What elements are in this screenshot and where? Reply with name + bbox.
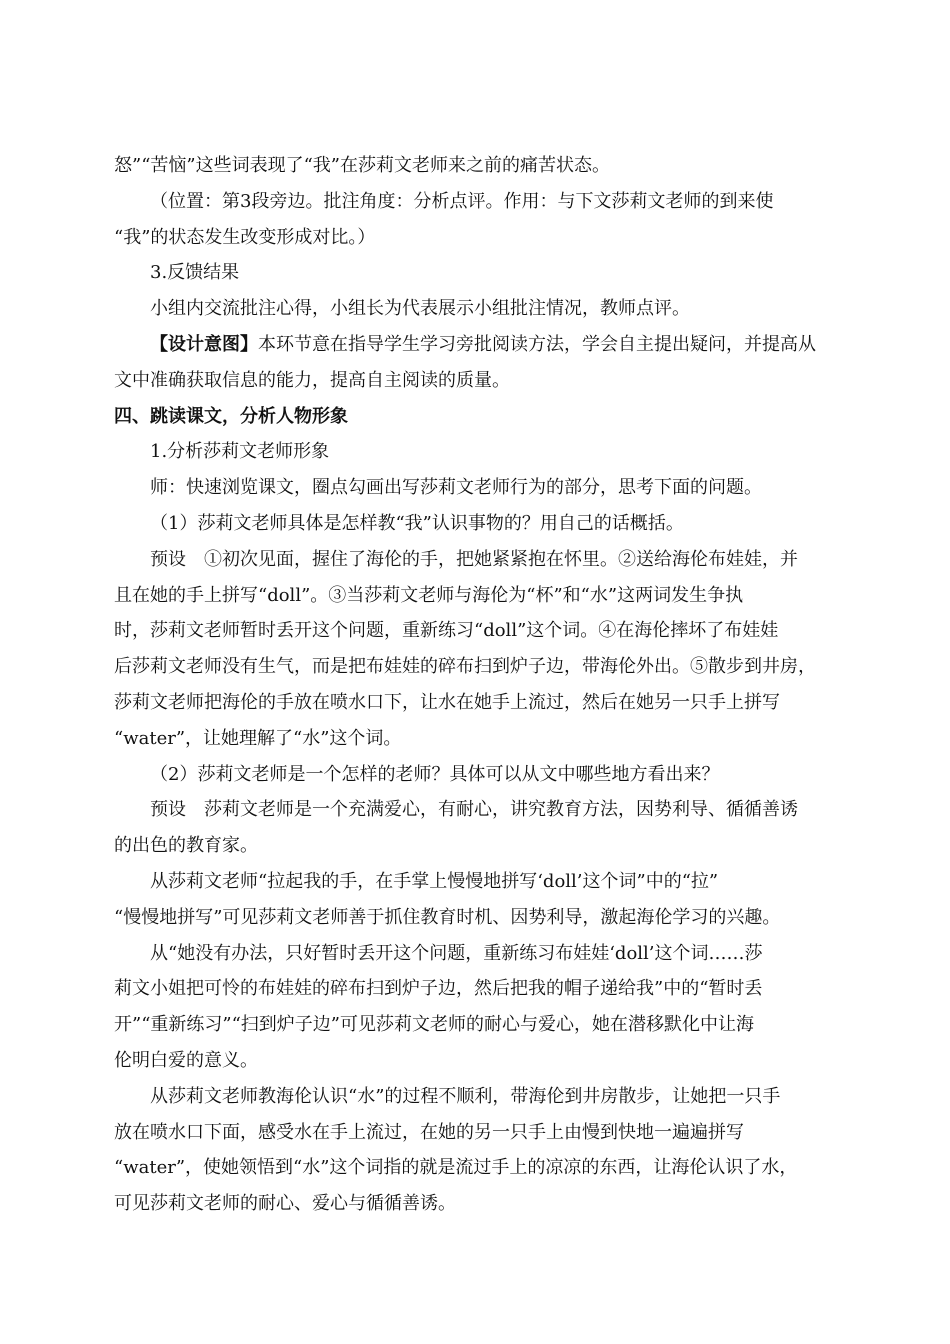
text-line: 从莎莉文老师教海伦认识“水”的过程不顺利，带海伦到井房散步，让她把一只手 — [150, 1085, 781, 1107]
step-heading: 1.分析莎莉文老师形象 — [150, 441, 330, 463]
text-line: 从莎莉文老师“拉起我的手，在手掌上慢慢地拼写‘doll’这个词”中的“拉” — [150, 870, 719, 892]
text-line: 可见莎莉文老师的耐心、爱心与循循善诱。 — [114, 1193, 456, 1215]
step-heading: 3.反馈结果 — [150, 262, 240, 284]
design-intent-text: 本环节意在指导学生学习旁批阅读方法，学会自主提出疑问，并提高从 — [258, 333, 816, 355]
text-line: 莎莉文老师把海伦的手放在喷水口下，让水在她手上流过，然后在她另一只手上拼写 — [114, 691, 780, 713]
text-line: 后莎莉文老师没有生气，而是把布娃娃的碎布扫到炉子边，带海伦外出。⑤散步到井房， — [114, 656, 816, 678]
text-line: 莉文小姐把可怜的布娃娃的碎布扫到炉子边，然后把我的帽子递给我”中的“暂时丢 — [114, 978, 763, 1000]
section-heading: 四、跳读课文，分析人物形象 — [114, 405, 348, 427]
text-line: “我”的状态发生改变形成对比。） — [114, 226, 376, 248]
text-line: “慢慢地拼写”可见莎莉文老师善于抓住教育时机、因势利导，激起海伦学习的兴趣。 — [114, 906, 781, 928]
text-line: “water”，使她领悟到“水”这个词指的就是流过手上的凉凉的东西，让海伦认识了水， — [114, 1157, 798, 1179]
text-line: 的出色的教育家。 — [114, 835, 258, 857]
design-intent-line — [114, 327, 862, 363]
text-line: 时，莎莉文老师暂时丢开这个问题，重新练习“doll”这个词。④在海伦摔坏了布娃娃 — [114, 620, 779, 642]
text-line: 师：快速浏览课文，圈点勾画出写莎莉文老师行为的部分，思考下面的问题。 — [150, 477, 762, 499]
text-line: 伦明白爱的意义。 — [114, 1049, 258, 1071]
text-line: 放在喷水口下面，感受水在手上流过，在她的另一只手上由慢到快地一遍遍拼写 — [114, 1121, 744, 1143]
text-line: 预设 莎莉文老师是一个充满爱心，有耐心，讲究教育方法，因势利导、循循善诱 — [150, 799, 798, 821]
question-line: （1）莎莉文老师具体是怎样教“我”认识事物的？用自己的话概括。 — [150, 512, 684, 534]
document-body — [114, 148, 862, 1222]
text-line: 文中准确获取信息的能力，提高自主阅读的质量。 — [114, 369, 510, 391]
text-line: 小组内交流批注心得，小组长为代表展示小组批注情况，教师点评。 — [150, 298, 690, 320]
text-line: “water”，让她理解了“水”这个词。 — [114, 727, 402, 749]
text-line: 且在她的手上拼写“doll”。③当莎莉文老师与海伦为“杯”和“水”这两词发生争执 — [114, 584, 744, 606]
text-line: 预设 ①初次见面，握住了海伦的手，把她紧紧抱在怀里。②送给海伦布娃娃，并 — [150, 548, 798, 570]
text-line: 从“她没有办法，只好暂时丢开这个问题，重新练习布娃娃‘doll’这个词……莎 — [150, 942, 763, 964]
text-line: 怒”“苦恼”这些词表现了“我”在莎莉文老师来之前的痛苦状态。 — [114, 155, 611, 176]
text-line: 开”“重新练习”“扫到炉子边”可见莎莉文老师的耐心与爱心，她在潜移默化中让海 — [114, 1014, 755, 1036]
question-line: （2）莎莉文老师是一个怎样的老师？具体可以从文中哪些地方看出来？ — [150, 763, 720, 785]
design-intent-label: 【设计意图】 — [150, 333, 258, 355]
text-line: （位置：第3段旁边。批注角度：分析点评。作用：与下文莎莉文老师的到来使 — [150, 190, 774, 212]
